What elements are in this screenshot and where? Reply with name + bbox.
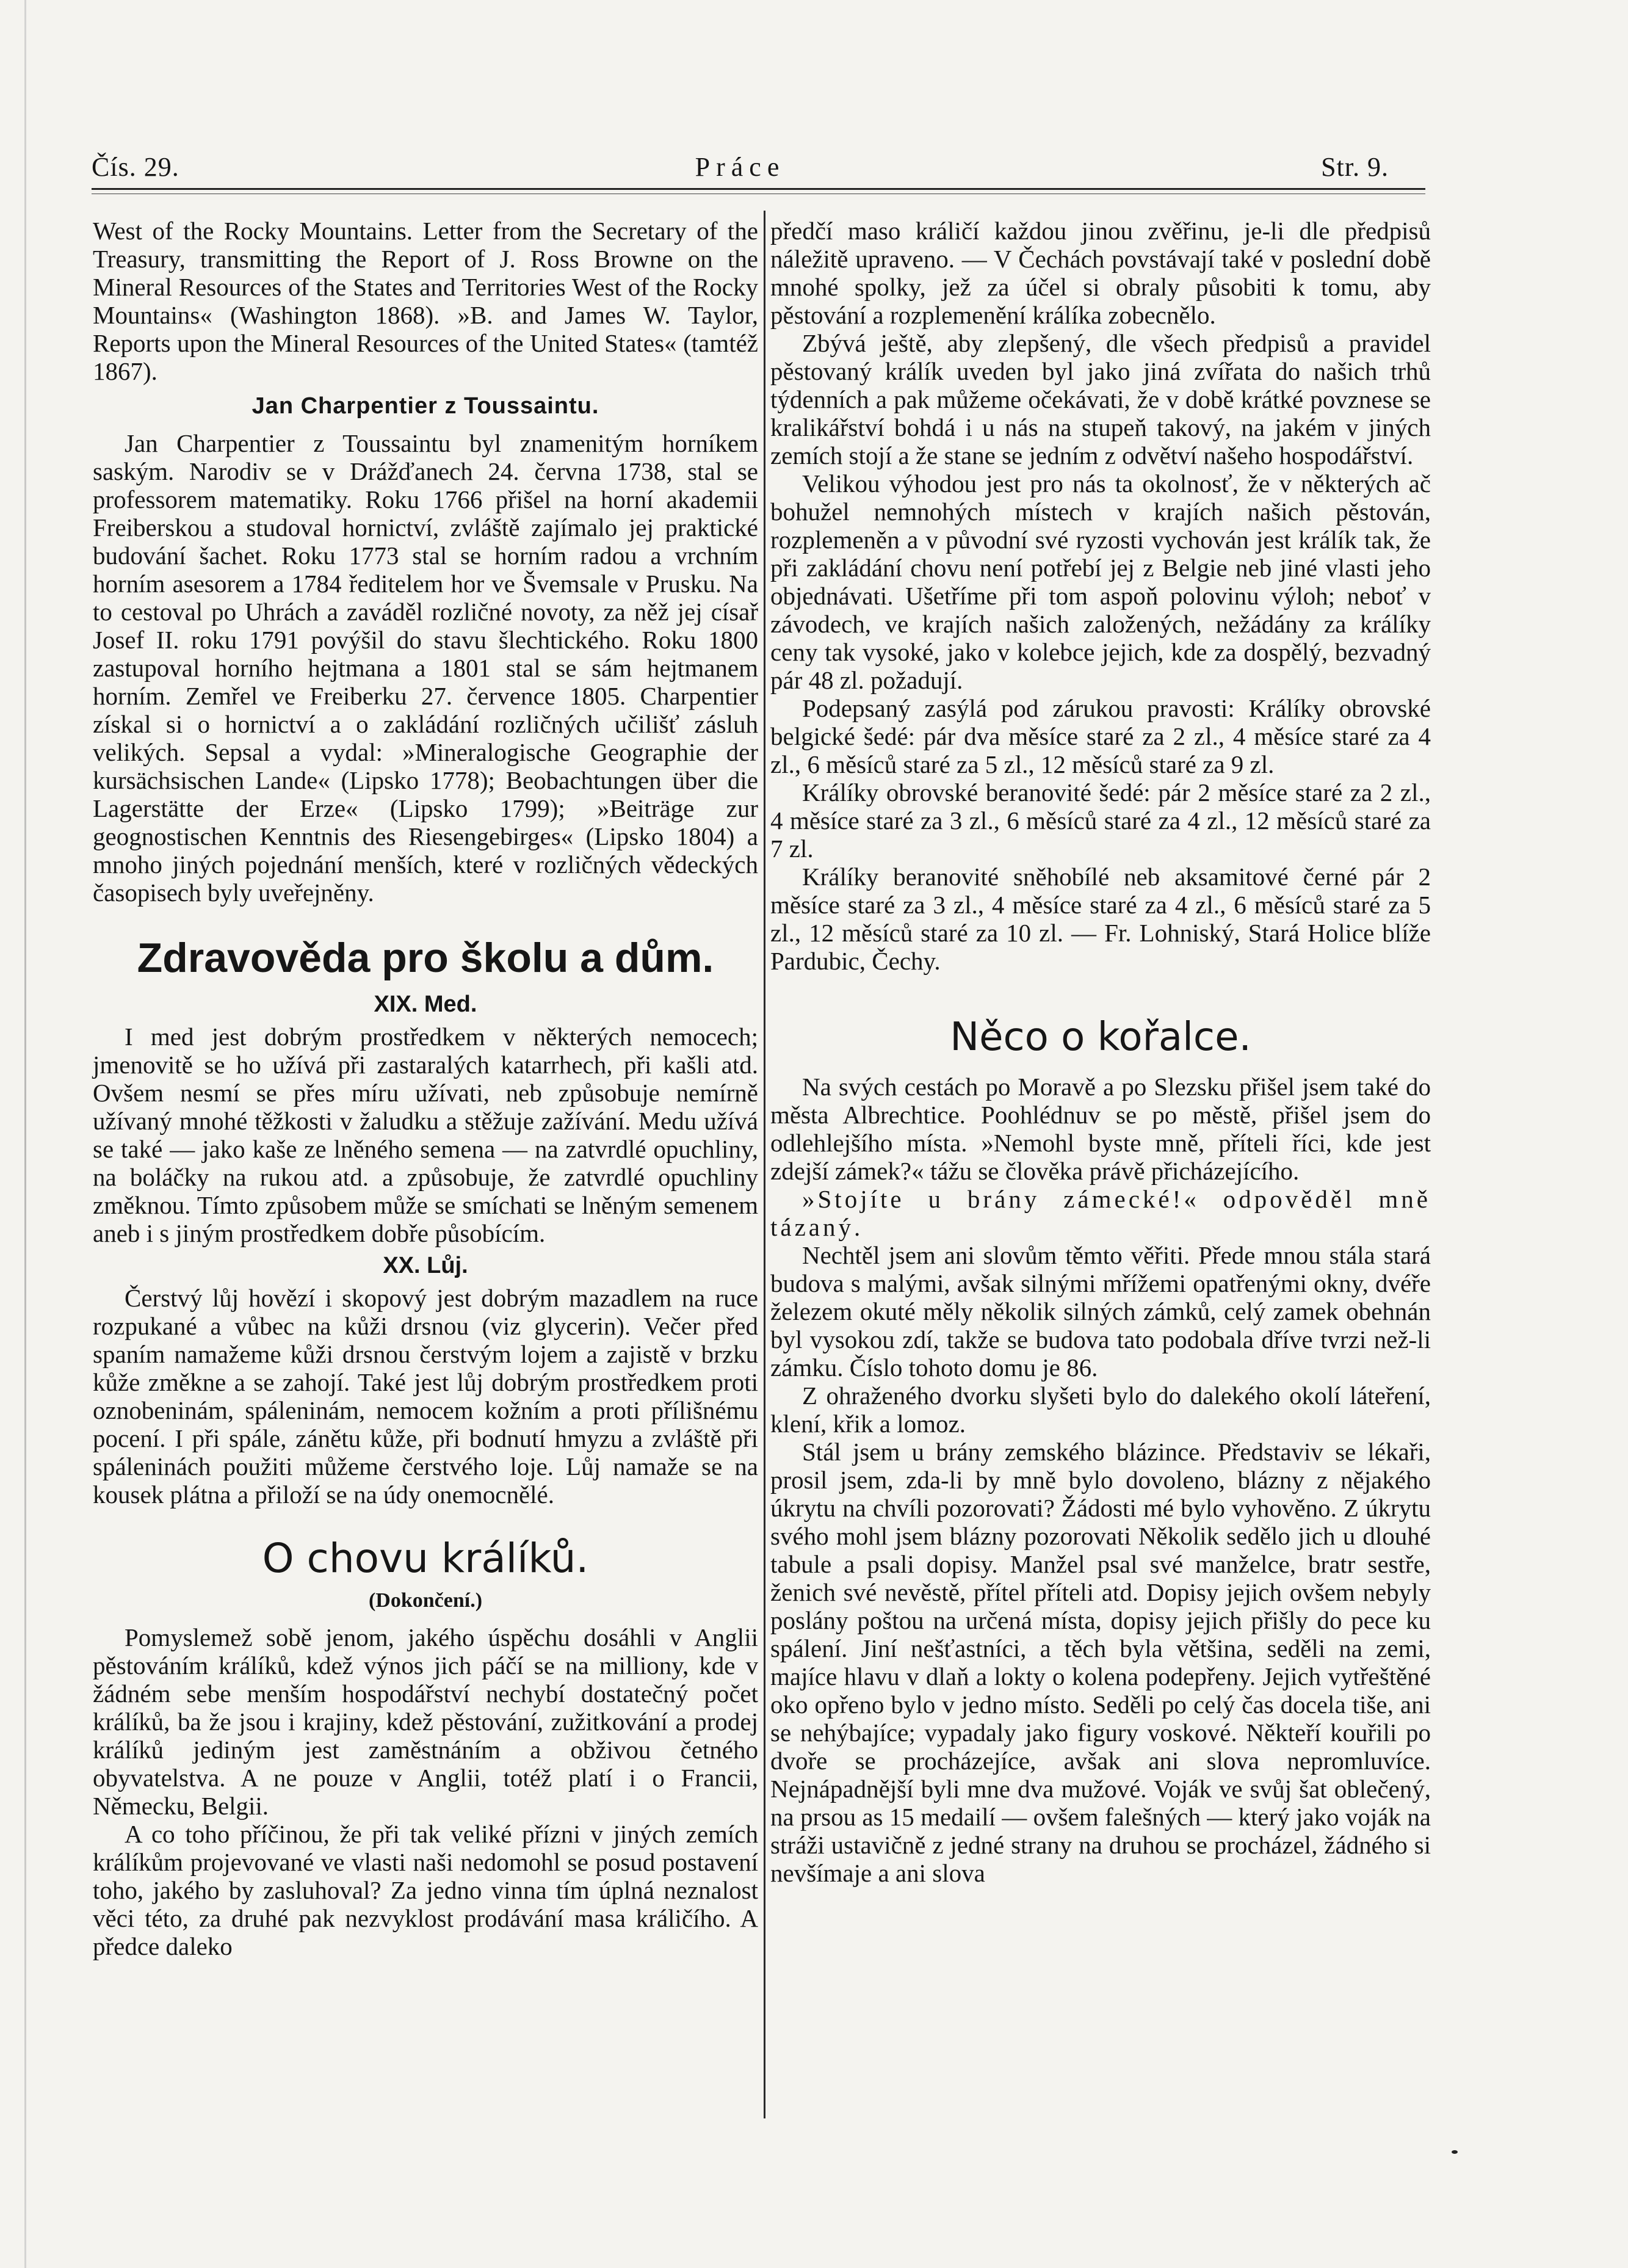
offer-paragraph-3: Králíky beranovité sněhobílé neb aksamitové černé pár 2 měsíce staré za 3 zl., 4 měsíce staré za 4 zl., 6 měsíců staré za 5 zl., 12 měsíců staré za 10 zl. — Fr. Lohniský, Stará Holice blíže Pardubic, Čechy.	[770, 863, 1431, 975]
bio-heading: Jan Charpentier z Toussaintu.	[251, 393, 599, 419]
coral-paragraph-1: Na svých cestách po Moravě a po Slezsku přišel jsem také do města Albrechtice. Poohlédnuv se po městě, přišel jsem do odlehlejšího místa. »Nemohl byste mně, příteli říci, kde jest zdejší zámek?« tážu se člověka právě přicházejícího.	[770, 1073, 1431, 1185]
offer-lead: Podepsaný zasýlá pod zárukou pravosti:	[802, 694, 1235, 722]
page-header	[92, 151, 1389, 188]
luj-heading: XX. Lůj.	[383, 1253, 468, 1278]
bio-paragraph: Jan Charpentier z Toussaintu byl znamenitým horníkem saským. Narodiv se v Drážďanech 24. června 1738, stal se professorem matematiky. Roku 1766 přišel na horní akademii Freiberskou a studoval hornictví, zvláště zajímalo jej praktické budování šachet. Roku 1773 stal se horním radou a vrchním horním asesorem a 1784 ředitelem hor ve Švemsale v Prusku. Na to cestoval po Uhrách a zaváděl rozličné novoty, za něž jej císař Josef II. roku 1791 povýšil do stavu šlechtického. Roku 1800 zastupoval horního hejtmana a 1801 stal se sám hejtmanem horním. Zemřel ve Freiberku 27. července 1805. Charpentier získal si o hornictví a o zakládání rozličných učilišť zásluh velikých. Sepsal a vydal: »Mineralogische Geographie der kursächsischen Lande« (Lipsko 1778); Beobachtungen über die Lagerstätte der Erze« (Lipsko 1799); »Beiträge zur geognostischen Kenntnis des Riesengebirges« (Lipsko 1804) a mnoho jiných pojednání menších, které v rozličných vědeckých časopisech byly uveřejněny.	[93, 429, 758, 907]
rabbit-paragraph-4: Zbývá ještě, aby zlepšený, dle všech předpisů a pravidel pěstovaný králík uveden byl jako jiná zvířata do našich trhů týdenních a pak můžeme očekávati, že v době krátké povznese se kralikářství bohdá i u nás na stupeň takový, na jakém v jiných zemích stojí a že stane se jedním z odvětví našeho hospodářství.	[770, 329, 1431, 469]
intro-paragraph: West of the Rocky Mountains. Letter from the Secretary of the Treasury, transmitting the Report of J. Ross Browne on the Mineral Resources of the States and Territories West of the Rocky Mountains« (Washington 1868). »B. and James W. Taylor, Reports upon the Mineral Resources of the United States« (tamtéž 1867).	[93, 217, 758, 385]
rabbit-paragraph-5: Velikou výhodou jest pro nás ta okolnosť, že v některých ač bohužel nemnohých místech v krajích našich pěstován, rozplemeněn a v původní své ryzosti vychován jest králík tak, že při zakládání chovu není potřebí jej z Belgie neb jiné vlasti jeho objednávati. Ušetříme při tom aspoň polovinu výloh; neboť v závodech, ve krajích našich založených, nežádány za králíky ceny tak vysoké, jako v kolebce jejich, kde za dospělý, bezvadný pár 48 zl. požadují.	[770, 469, 1431, 694]
med-heading: XIX. Med.	[374, 991, 477, 1017]
ink-speck	[1452, 2150, 1458, 2154]
rabbit-paragraph-3: předčí maso králičí každou jinou zvěřinu, je-li dle předpisů náležitě upraveno. — V Čechách povstávají také v poslední době mnohé spolky, jež za účel si obraly působiti k tomu, aby pěstování a rozplemenění králíka zobecnělo.	[770, 217, 1431, 329]
med-paragraph: I med jest dobrým prostředkem v některých nemocech; jmenovitě se ho užívá při zastaralých katarrhech, při kašli atd. Ovšem nesmí se přes míru užívati, neb způsobuje nemírně užívaný mnohé těžkosti v žaludku a stěžuje zažívání. Medu užívá se také — jako kaše ze lněného semena — na zatvrdlé opuchliny, na boláčky na rukou atd. a způsobuje, že zatvrdlé opuchliny změknou. Tímto způsobem může se smíchati se lněným semenem aneb i s jiným prostředkem dobře působícím.	[93, 1023, 758, 1247]
offer-paragraph	[770, 694, 1431, 778]
coral-paragraph-5: Stál jsem u brány zemského blázince. Představiv se lékaři, prosil jsem, zda-li by mně bylo dovoleno, blázny z nějakého úkrytu na chvíli pozorovati? Žádosti mé bylo vyhověno. Z úkrytu svého mohl jsem blázny pozorovati Několik sedělo jich u dlouhé tabule a psali dopisy. Manžel psal své manželce, bratr sestře, ženich své nevěstě, přítel příteli atd. Dopisy jejich ovšem nebyly poslány poštou na určená místa, dopisy jejich přišly do pece ku spálení. Jiní nešťastníci, a těch byla většina, seděli na zemi, majíce hlavu v dlaň a lokty o kolena podepřeny. Jejich vytřeštěné oko opřeno bylo v jedno místo. Seděli po celý čas docela tiše, ani se nehýbajíce; vypadaly jako figury voskové. Někteří kouřili po dvoře se procházejíce, avšak ani slova nepromluvíce. Nejnápadnější byli mne dva mužové. Voják ve svůj šat oblečený, na prsou as 15 medailí — ovšem falešných — který jako voják na stráži ustavičně z jedné strany na druhou se procházel, žádného si nevšímaje a ani slova	[770, 1438, 1431, 1887]
right-column	[770, 217, 1431, 1887]
page-number: Str. 9.	[1321, 152, 1389, 182]
offer-text: Králíky obrovské belgické šedé: pár dva měsíce staré za 2 zl., 4 měsíce staré za 4 zl., 6 měsíců staré za 5 zl., 12 měsíců staré za 9 zl.	[770, 694, 1431, 778]
rabbit-section-heading: O chovu králíků.	[262, 1535, 589, 1582]
luj-paragraph: Čerstvý lůj hovězí i skopový jest dobrým mazadlem na ruce rozpukané a vůbec na kůži drsnou (viz glycerin). Večer před spaním namažeme kůži drsnou čerstvým lojem a zajistě v brzku kůže změkne a se zahojí. Také jest lůj dobrým prostředkem proti oznobeninám, spáleninám, nemocem kožním a proti přílišnému pocení. I při spále, zánětu kůže, při bodnutí hmyzu a zvláště při spáleninách použiti můžeme čerstvého loje. Lůj namaže se na kousek plátna a přiloží se na údy onemocnělé.	[93, 1284, 758, 1509]
coral-paragraph-3: Nechtěl jsem ani slovům těmto věřiti. Přede mnou stála stará budova s malými, avšak silnými mřížemi opatřenými okny, dvéře železem okuté měly několik silných zámků, celý zamek obehnán byl vysokou zdí, takže se budova tato podobala dříve tvrzi než-li zámku. Číslo tohoto domu je 86.	[770, 1241, 1431, 1382]
continued-note: (Dokončení.)	[368, 1589, 483, 1612]
issue-number: Čís. 29.	[92, 152, 179, 182]
left-column	[93, 217, 758, 1960]
health-section-heading: Zdravověda pro školu a dům.	[137, 935, 714, 981]
rabbit-paragraph-1: Pomyslemež sobě jenom, jakého úspěchu dosáhli v Anglii pěstováním králíků, kdež výnos jich páčí se na milliony, kde v žádném sebe menším hospodářství nechybí dostatečný počet králíků, ba že jsou i krajiny, kdež pěstování, zužitkování a prodej králíků jediným jest zaměstnáním a obživou četného obyvatelstva. A ne pouze v Anglii, totéž platí i o Francii, Německu, Belgii.	[93, 1623, 758, 1820]
rabbit-paragraph-2: A co toho příčinou, že při tak veliké přízni v jiných zemích králíkům projevované ve vlasti naši nedomohl se posud postavení toho, jakého by zasluhoval? Za jedno vinna tím úplná neznalost věci této, za druhé pak nezvyklost prodávání masa králičího. A předce daleko	[93, 1820, 758, 1960]
offer-paragraph-2: Králíky obrovské beranovité šedé: pár 2 měsíce staré za 2 zl., 4 měsíce staré za 3 zl., 6 měsíců staré za 4 zl., 12 měsíců staré za 7 zl.	[770, 778, 1431, 863]
header-rule	[92, 188, 1425, 194]
coral-paragraph-4: Z ohraženého dvorku slyšeti bylo do dalekého okolí láteření, klení, křik a lomoz.	[770, 1382, 1431, 1438]
journal-title: Práce	[695, 152, 786, 182]
column-divider	[764, 211, 765, 2118]
coral-section-heading: Něco o kořalce.	[950, 1015, 1251, 1060]
scan-edge	[24, 0, 26, 2268]
coral-paragraph-2: »Stojíte u brány zámecké!« odpověděl mně tázaný.	[770, 1185, 1431, 1241]
